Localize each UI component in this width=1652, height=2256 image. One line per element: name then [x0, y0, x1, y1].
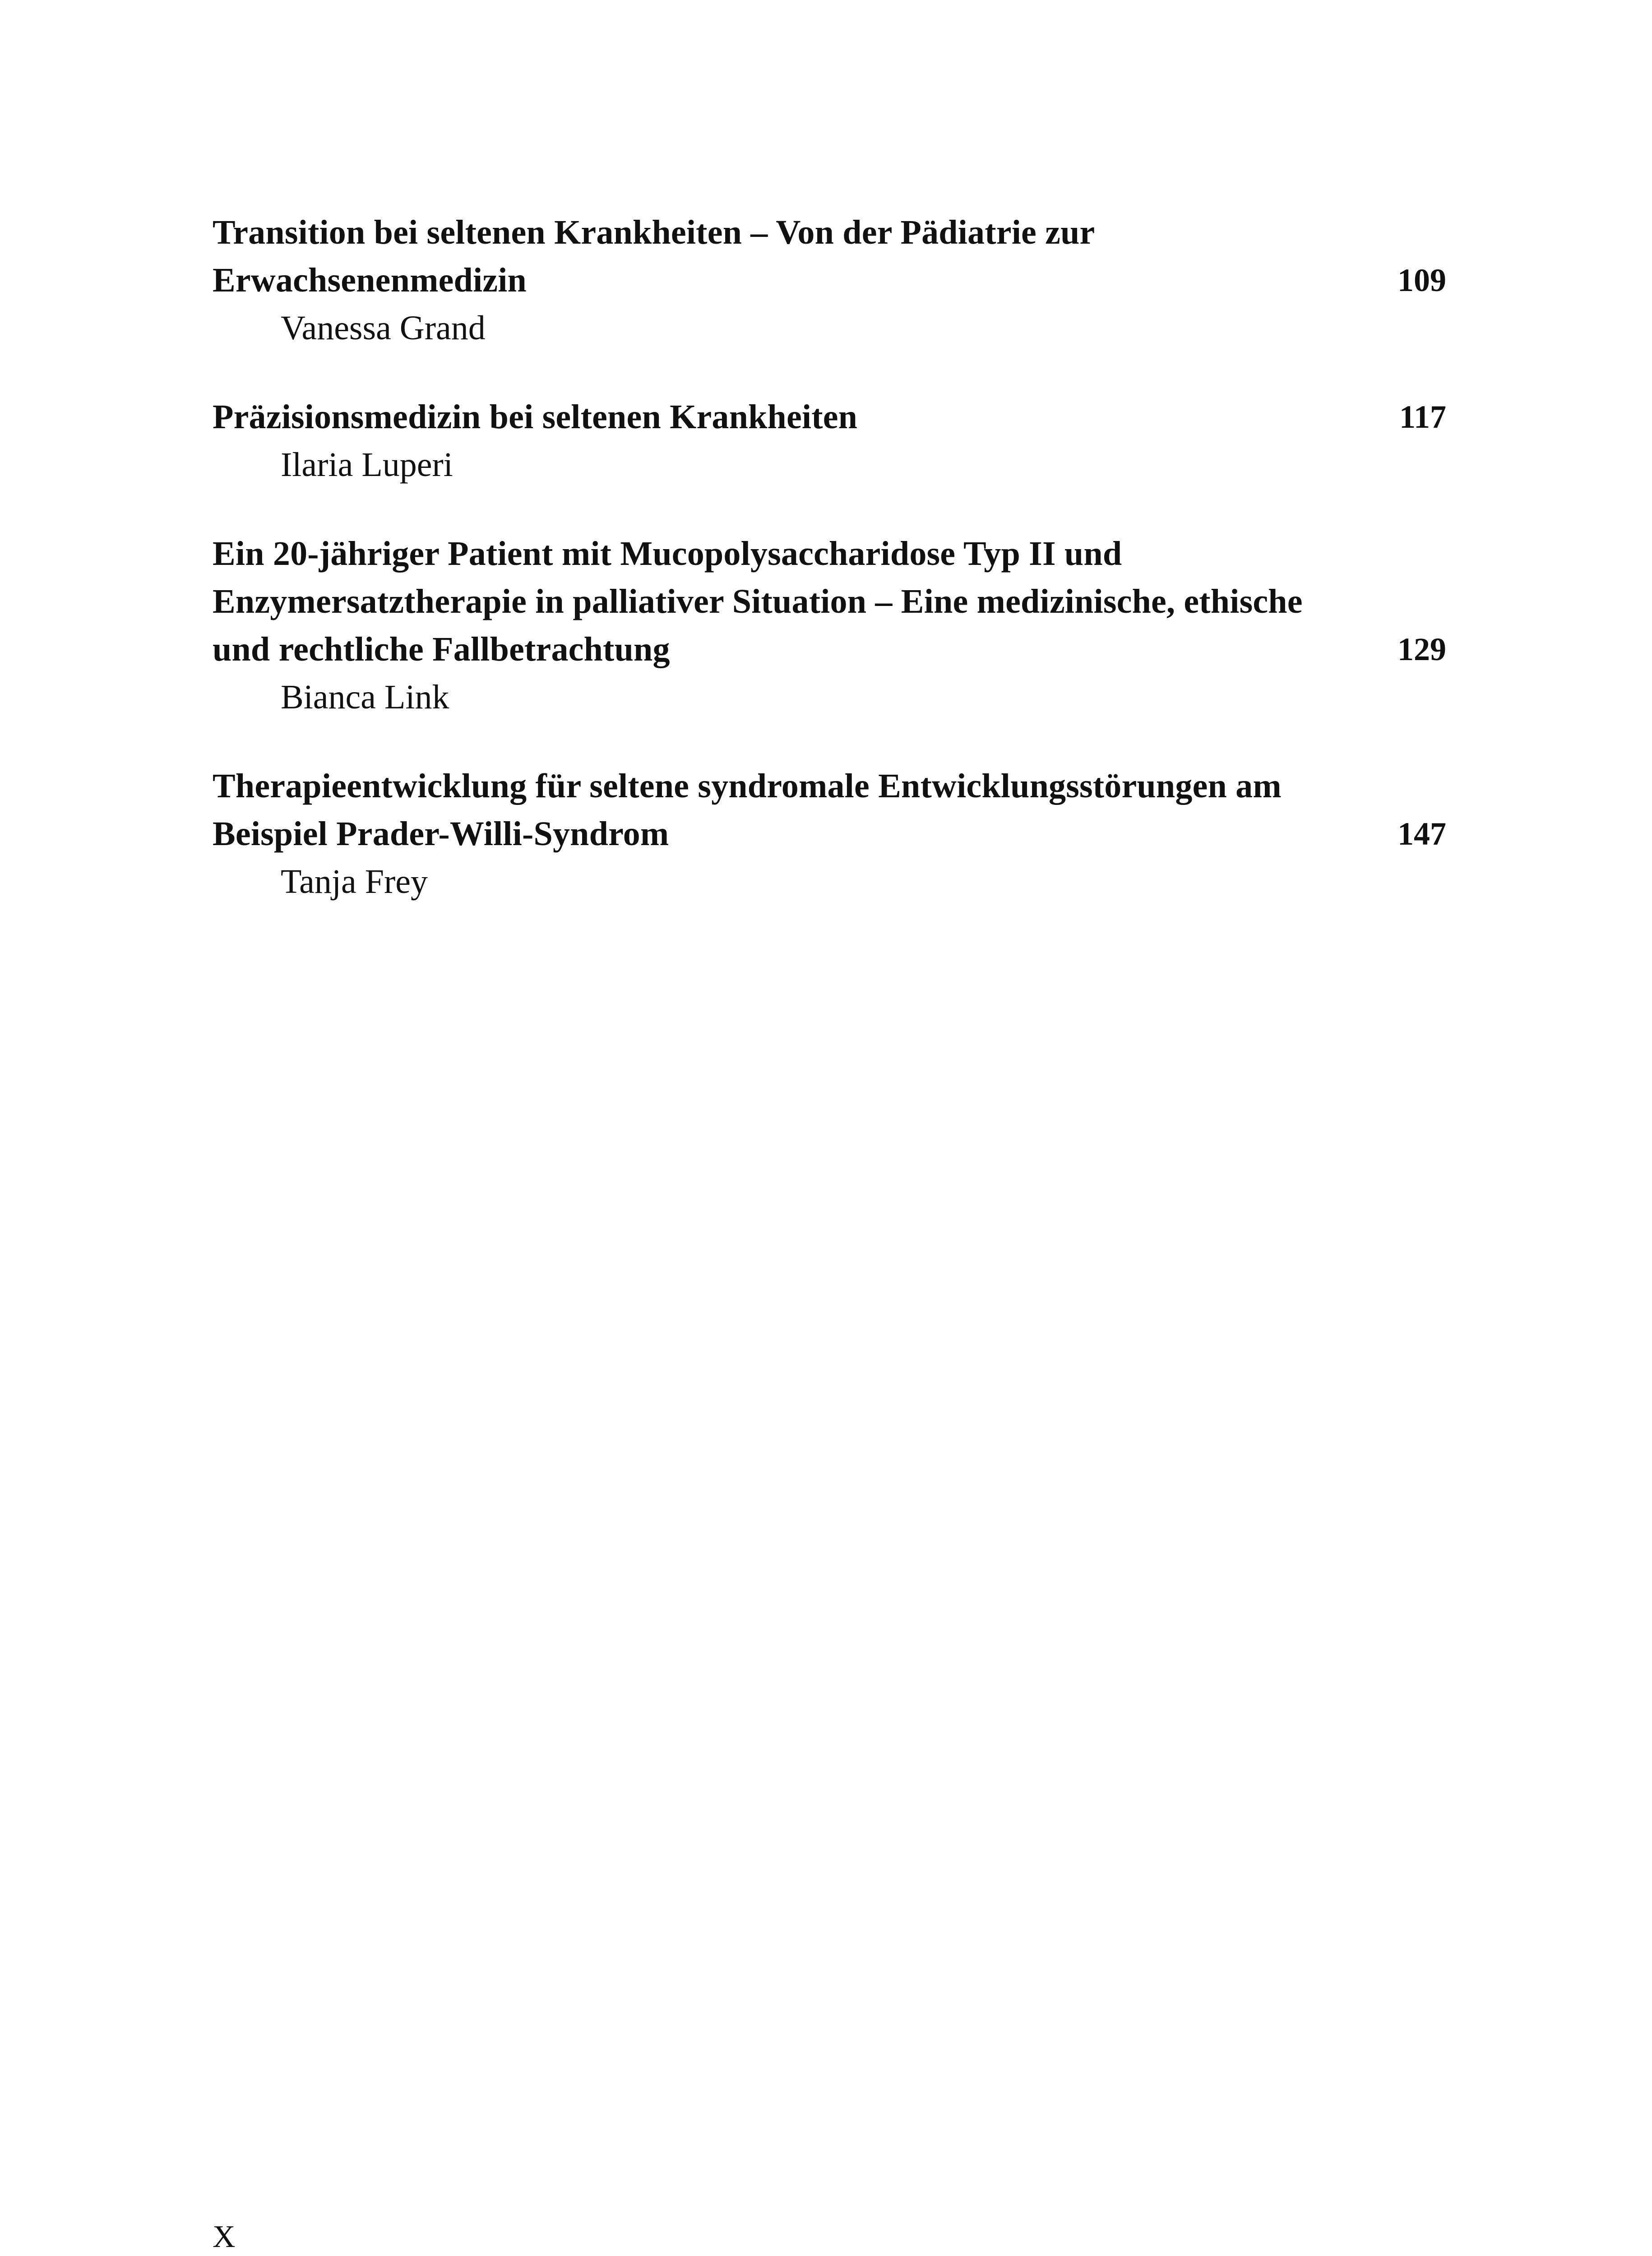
table-of-contents — [213, 208, 1446, 947]
toc-entry-title: Transition bei seltenen Krankheiten – Von der Pädiatrie zur Erwachsenenmedizin — [213, 213, 1095, 299]
toc-entry-page-number: 129 — [1397, 631, 1446, 667]
toc-entry-author: Tanja Frey — [281, 863, 428, 901]
toc-entry-title: Präzisionsmedizin bei seltenen Krankheiten — [213, 398, 858, 436]
toc-entry-author: Vanessa Grand — [281, 309, 486, 347]
toc-entry-author: Ilaria Luperi — [281, 446, 453, 484]
toc-entry-page-number: 147 — [1397, 816, 1446, 852]
toc-entry-author: Bianca Link — [281, 678, 449, 716]
toc-entry — [213, 530, 1446, 721]
toc-entry — [213, 393, 1446, 489]
toc-entry — [213, 208, 1446, 352]
toc-entry-title: Therapieentwicklung für seltene syndromale Entwicklungsstörungen am Beispiel Prader-Willi-Syndrom — [213, 767, 1282, 853]
page-folio: X — [213, 2219, 236, 2254]
toc-entry-page-number: 109 — [1397, 262, 1446, 298]
toc-entry-page-number: 117 — [1399, 399, 1446, 435]
toc-entry — [213, 762, 1446, 906]
toc-entry-title: Ein 20-jähriger Patient mit Mucopolysaccharidose Typ II und Enzymersatztherapie in palliativer Situation – Eine medizinische, ethische und rechtliche Fallbetrachtung — [213, 535, 1303, 668]
